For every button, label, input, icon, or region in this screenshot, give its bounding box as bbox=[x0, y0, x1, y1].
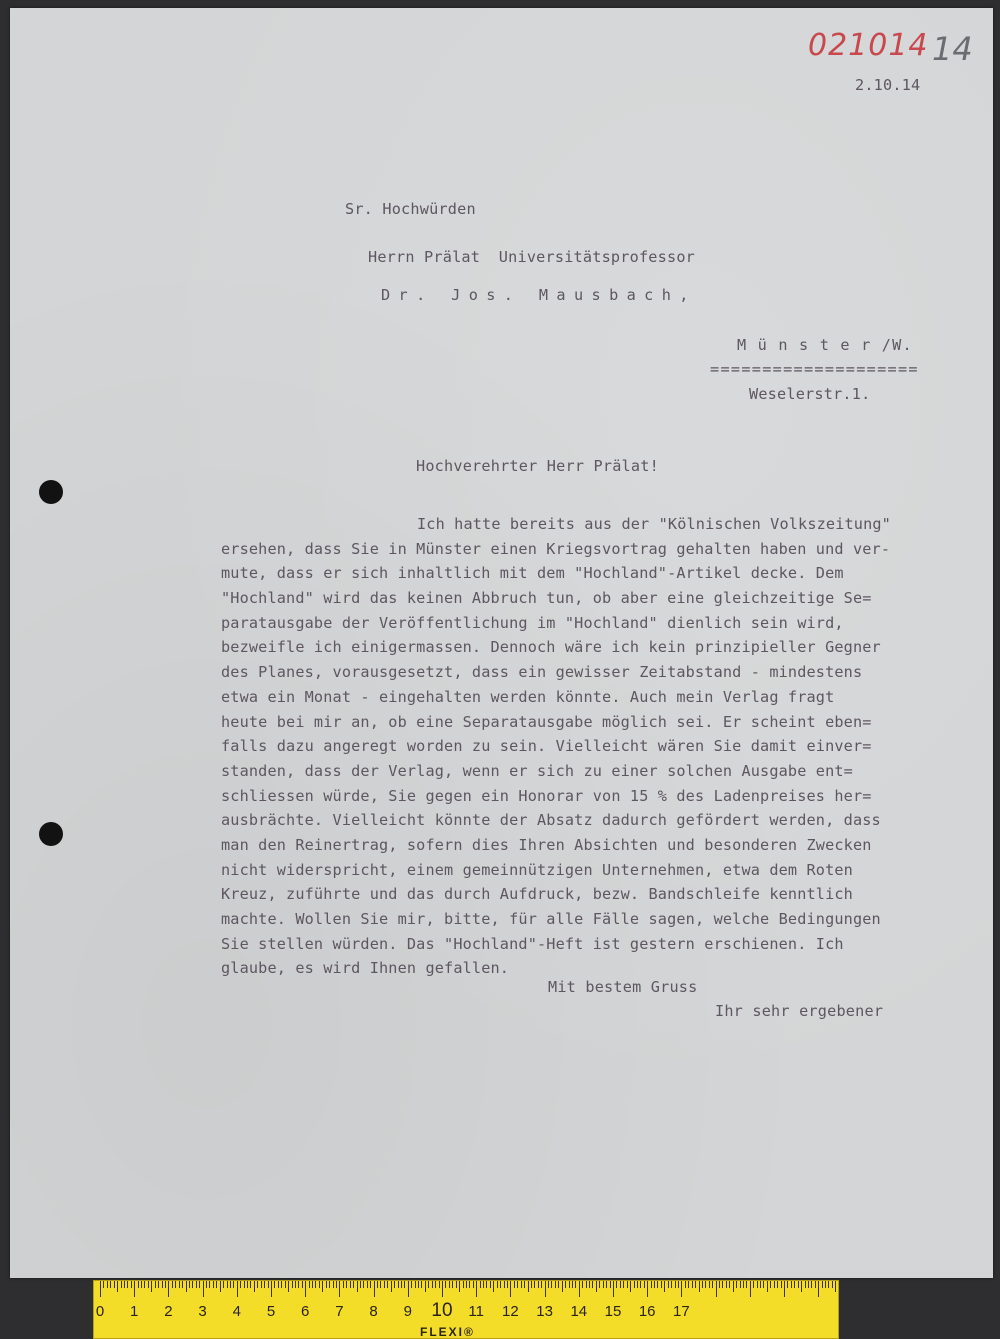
ruler-number: 13 bbox=[536, 1303, 553, 1320]
ruler-tick bbox=[165, 1281, 166, 1288]
ruler-tick bbox=[517, 1281, 518, 1288]
ruler-tick bbox=[319, 1281, 320, 1288]
body-line: Ich hatte bereits aus der "Kölnischen Volkszeitung" bbox=[417, 515, 891, 533]
ruler-tick bbox=[346, 1281, 347, 1288]
ruler-tick bbox=[151, 1281, 152, 1292]
ruler-tick bbox=[504, 1281, 505, 1288]
ruler-tick bbox=[110, 1281, 111, 1288]
address-title: Herrn Prälat Universitätsprofessor bbox=[368, 248, 696, 266]
ruler-tick bbox=[138, 1281, 139, 1288]
ruler-tick bbox=[134, 1281, 135, 1297]
letter-body bbox=[221, 512, 961, 981]
ruler-tick bbox=[305, 1281, 306, 1297]
ruler-tick bbox=[432, 1281, 433, 1288]
ruler-tick bbox=[818, 1281, 819, 1297]
ruler-tick bbox=[695, 1281, 696, 1288]
ruler-tick bbox=[189, 1281, 190, 1288]
ruler-tick bbox=[459, 1281, 460, 1292]
ruler-tick bbox=[322, 1281, 323, 1292]
ruler-tick bbox=[791, 1281, 792, 1288]
ruler-tick bbox=[206, 1281, 207, 1288]
ruler-tick bbox=[613, 1281, 614, 1297]
ruler-tick bbox=[408, 1281, 409, 1297]
ruler-tick bbox=[740, 1281, 741, 1288]
ruler-tick bbox=[572, 1281, 573, 1288]
ruler-tick bbox=[722, 1281, 723, 1288]
ruler-tick bbox=[452, 1281, 453, 1288]
body-line: mute, dass er sich inhaltlich mit dem "Hochland"-Artikel decke. Dem bbox=[221, 564, 844, 583]
ruler-number: 9 bbox=[403, 1303, 412, 1320]
ruler-tick bbox=[528, 1281, 529, 1292]
ruler-tick bbox=[155, 1281, 156, 1288]
ruler-tick bbox=[784, 1281, 785, 1297]
ruler-tick bbox=[654, 1281, 655, 1288]
ruler-tick bbox=[343, 1281, 344, 1288]
ruler-tick bbox=[473, 1281, 474, 1288]
ruler-tick bbox=[466, 1281, 467, 1288]
ruler-tick bbox=[278, 1281, 279, 1288]
ruler-tick bbox=[726, 1281, 727, 1288]
ruler-number: 17 bbox=[673, 1303, 690, 1320]
ruler-tick bbox=[623, 1281, 624, 1288]
ruler-tick bbox=[524, 1281, 525, 1288]
ruler-tick bbox=[733, 1281, 734, 1292]
body-line: man den Reinertrag, sofern dies Ihren Absichten und besonderen Zwecken bbox=[221, 835, 872, 854]
body-line: "Hochland" wird das keinen Abbruch tun, ob aber eine gleichzeitige Se= bbox=[221, 589, 872, 608]
ruler-tick bbox=[760, 1281, 761, 1288]
ruler-tick bbox=[582, 1281, 583, 1288]
ruler-tick bbox=[702, 1281, 703, 1288]
ruler-tick bbox=[469, 1281, 470, 1288]
ruler-tick bbox=[620, 1281, 621, 1288]
ruler-tick bbox=[182, 1281, 183, 1288]
body-line: paratausgabe der Veröffentlichung im "Hochland" dienlich sein wird, bbox=[221, 613, 844, 632]
ruler-number: 3 bbox=[198, 1303, 207, 1320]
punch-hole-top bbox=[39, 480, 63, 504]
ruler-tick bbox=[179, 1281, 180, 1288]
ruler-tick bbox=[254, 1281, 255, 1292]
body-line: Sie stellen würden. Das "Hochland"-Heft ist gestern erschienen. Ich bbox=[221, 934, 844, 953]
ruler-tick bbox=[811, 1281, 812, 1288]
ruler-tick bbox=[199, 1281, 200, 1288]
letter-date: 2.10.14 bbox=[855, 76, 921, 94]
ruler-tick bbox=[100, 1281, 101, 1297]
ruler-number: 11 bbox=[468, 1303, 484, 1320]
ruler-tick bbox=[103, 1281, 104, 1288]
ruler-number: 8 bbox=[369, 1303, 378, 1320]
ruler-tick bbox=[216, 1281, 217, 1288]
ruler-tick bbox=[141, 1281, 142, 1288]
ruler-tick bbox=[339, 1281, 340, 1297]
ruler-tick bbox=[651, 1281, 652, 1288]
ruler-tick bbox=[668, 1281, 669, 1288]
ruler-tick bbox=[575, 1281, 576, 1288]
ruler-tick bbox=[565, 1281, 566, 1288]
ruler-tick bbox=[230, 1281, 231, 1288]
ruler-number: 10 bbox=[431, 1300, 453, 1321]
ruler-tick bbox=[329, 1281, 330, 1288]
ruler-tick bbox=[213, 1281, 214, 1288]
address-name: Dr. Jos. Mausbach, bbox=[381, 286, 697, 304]
ruler-tick bbox=[227, 1281, 228, 1288]
body-line: bezweifle ich einigermassen. Dennoch wäre ich kein prinzipieller Gegner bbox=[221, 638, 881, 657]
address-street: Weselerstr.1. bbox=[749, 385, 871, 403]
ruler-tick bbox=[203, 1281, 204, 1297]
ruler-tick bbox=[209, 1281, 210, 1288]
ruler-tick bbox=[449, 1281, 450, 1288]
ruler-tick bbox=[757, 1281, 758, 1288]
body-line: etwa ein Monat - eingehalten werden könnte. Auch mein Verlag fragt bbox=[221, 687, 835, 706]
ruler-tick bbox=[808, 1281, 809, 1288]
ruler-tick bbox=[801, 1281, 802, 1292]
ruler-tick bbox=[442, 1281, 443, 1297]
ruler-number: 5 bbox=[266, 1303, 276, 1320]
ruler-tick bbox=[158, 1281, 159, 1288]
ruler-tick bbox=[380, 1281, 381, 1288]
ruler-tick bbox=[250, 1281, 251, 1288]
ruler-tick bbox=[172, 1281, 173, 1288]
ruler-tick bbox=[510, 1281, 511, 1297]
ruler-number: 7 bbox=[335, 1303, 344, 1320]
ruler-tick bbox=[391, 1281, 392, 1292]
ruler-tick bbox=[192, 1281, 193, 1288]
ruler-tick bbox=[247, 1281, 248, 1288]
ruler-tick bbox=[634, 1281, 635, 1288]
ruler-number: 4 bbox=[232, 1303, 241, 1320]
ruler-tick bbox=[240, 1281, 241, 1288]
ruler-tick bbox=[367, 1281, 368, 1288]
ruler-tick bbox=[579, 1281, 580, 1297]
ruler-tick bbox=[107, 1281, 108, 1288]
ruler-tick bbox=[781, 1281, 782, 1288]
body-line: heute bei mir an, ob eine Separatausgabe möglich sei. Er scheint eben= bbox=[221, 712, 872, 731]
ruler-tick bbox=[315, 1281, 316, 1288]
ruler-tick bbox=[699, 1281, 700, 1292]
body-line: schliessen würde, Sie gegen ein Honorar von 15 % des Ladenpreises her= bbox=[221, 786, 872, 805]
ruler-tick bbox=[261, 1281, 262, 1288]
ruler-tick bbox=[398, 1281, 399, 1288]
ruler-tick bbox=[360, 1281, 361, 1288]
ruler-tick bbox=[131, 1281, 132, 1288]
ruler-tick bbox=[750, 1281, 751, 1297]
ruler-tick bbox=[675, 1281, 676, 1288]
ruler-tick bbox=[736, 1281, 737, 1288]
ruler-tick bbox=[439, 1281, 440, 1288]
ruler-tick bbox=[534, 1281, 535, 1288]
ruler-tick bbox=[237, 1281, 238, 1297]
ruler-tick bbox=[610, 1281, 611, 1288]
ruler-tick bbox=[117, 1281, 118, 1292]
ruler-tick bbox=[719, 1281, 720, 1288]
ruler-tick bbox=[569, 1281, 570, 1288]
ruler-tick bbox=[637, 1281, 638, 1288]
ruler-tick bbox=[688, 1281, 689, 1288]
salutation: Hochverehrter Herr Prälat! bbox=[416, 457, 659, 475]
ruler-tick bbox=[647, 1281, 648, 1297]
ruler-tick bbox=[538, 1281, 539, 1288]
address-city: M ü n s t e r /W. bbox=[737, 336, 913, 354]
ruler-tick bbox=[589, 1281, 590, 1288]
ruler-tick bbox=[787, 1281, 788, 1288]
ruler-tick bbox=[456, 1281, 457, 1288]
ruler-tick bbox=[551, 1281, 552, 1288]
ruler-tick bbox=[692, 1281, 693, 1288]
ruler-tick bbox=[387, 1281, 388, 1288]
body-line: standen, dass der Verlag, wenn er sich zu einer solchen Ausgabe ent= bbox=[221, 761, 853, 780]
ruler-tick bbox=[357, 1281, 358, 1292]
ruler-tick bbox=[127, 1281, 128, 1288]
ruler-tick bbox=[298, 1281, 299, 1288]
ruler-tick bbox=[521, 1281, 522, 1288]
ruler-tick bbox=[428, 1281, 429, 1288]
body-line: falls dazu angeregt worden zu sein. Vielleicht wären Sie damit einver= bbox=[221, 737, 872, 756]
ruler-tick bbox=[144, 1281, 145, 1288]
ruler-tick bbox=[497, 1281, 498, 1288]
ruler-tick bbox=[288, 1281, 289, 1292]
ruler-tick bbox=[415, 1281, 416, 1288]
ruler-number: 16 bbox=[638, 1303, 656, 1320]
ruler-tick bbox=[309, 1281, 310, 1288]
ruler-tick bbox=[681, 1281, 682, 1297]
ruler-tick bbox=[384, 1281, 385, 1288]
ruler-tick bbox=[500, 1281, 501, 1288]
ruler-tick bbox=[196, 1281, 197, 1288]
ruler-tick bbox=[599, 1281, 600, 1288]
ruler-tick bbox=[394, 1281, 395, 1288]
ruler-tick bbox=[295, 1281, 296, 1288]
ruler-tick bbox=[374, 1281, 375, 1297]
ruler-tick bbox=[274, 1281, 275, 1288]
ruler-tick bbox=[483, 1281, 484, 1288]
ruler-tick bbox=[767, 1281, 768, 1292]
body-line: ausbrächte. Vielleicht könnte der Absatz dadurch gefördert werden, dass bbox=[221, 811, 881, 830]
signoff: Ihr sehr ergebener bbox=[715, 1002, 884, 1020]
ruler-tick bbox=[548, 1281, 549, 1288]
ruler-tick bbox=[627, 1281, 628, 1288]
punch-hole-bottom bbox=[39, 822, 63, 846]
ruler-tick bbox=[463, 1281, 464, 1288]
ruler-tick bbox=[175, 1281, 176, 1288]
ruler-tick bbox=[555, 1281, 556, 1288]
ruler-tick bbox=[244, 1281, 245, 1288]
ruler-tick bbox=[353, 1281, 354, 1288]
ruler-tick bbox=[828, 1281, 829, 1288]
ruler-brand: FLEXI® bbox=[420, 1325, 475, 1339]
ruler-tick bbox=[640, 1281, 641, 1288]
ruler-tick bbox=[685, 1281, 686, 1288]
ruler-tick bbox=[490, 1281, 491, 1288]
scale-ruler bbox=[93, 1280, 839, 1339]
ruler-tick bbox=[562, 1281, 563, 1292]
ruler-number: 2 bbox=[164, 1303, 173, 1320]
ruler-tick bbox=[822, 1281, 823, 1288]
ruler-tick bbox=[716, 1281, 717, 1297]
ruler-tick bbox=[664, 1281, 665, 1292]
ruler-tick bbox=[425, 1281, 426, 1292]
ruler-tick bbox=[671, 1281, 672, 1288]
ruler-number: 0 bbox=[95, 1303, 105, 1320]
ruler-tick bbox=[223, 1281, 224, 1288]
ruler-tick bbox=[678, 1281, 679, 1288]
ruler-tick bbox=[312, 1281, 313, 1288]
ruler-tick bbox=[729, 1281, 730, 1288]
ruler-tick bbox=[545, 1281, 546, 1297]
ruler-tick bbox=[220, 1281, 221, 1292]
body-line: ersehen, dass Sie in Münster einen Kriegsvortrag gehalten haben und ver- bbox=[221, 539, 891, 558]
ruler-tick bbox=[421, 1281, 422, 1288]
ruler-number: 6 bbox=[301, 1303, 310, 1320]
ruler-tick bbox=[586, 1281, 587, 1288]
ruler-tick bbox=[603, 1281, 604, 1288]
ruler-number: 14 bbox=[570, 1303, 588, 1320]
ruler-tick bbox=[606, 1281, 607, 1288]
ruler-tick bbox=[815, 1281, 816, 1288]
ruler-tick bbox=[404, 1281, 405, 1288]
ruler-tick bbox=[774, 1281, 775, 1288]
ruler-number: 15 bbox=[604, 1303, 622, 1320]
body-line: des Planes, vorausgesetzt, dass ein gewisser Zeitabstand - mindestens bbox=[221, 663, 863, 682]
ruler-tick bbox=[746, 1281, 747, 1288]
ruler-tick bbox=[264, 1281, 265, 1288]
ruler-tick bbox=[350, 1281, 351, 1288]
ruler-tick bbox=[798, 1281, 799, 1288]
ruler-tick bbox=[336, 1281, 337, 1288]
ruler-tick bbox=[435, 1281, 436, 1288]
ruler-tick bbox=[661, 1281, 662, 1288]
ruler-tick bbox=[476, 1281, 477, 1297]
body-line: nicht widerspricht, einem gemeinnützigen Unternehmen, etwa dem Roten bbox=[221, 860, 853, 879]
ruler-tick bbox=[268, 1281, 269, 1288]
ruler-tick bbox=[445, 1281, 446, 1288]
ruler-tick bbox=[121, 1281, 122, 1288]
ruler-tick bbox=[480, 1281, 481, 1288]
ruler-tick bbox=[285, 1281, 286, 1288]
ruler-tick bbox=[493, 1281, 494, 1292]
ruler-tick bbox=[596, 1281, 597, 1292]
ruler-tick bbox=[644, 1281, 645, 1288]
ruler-tick bbox=[541, 1281, 542, 1288]
folio-number: 14 bbox=[932, 30, 973, 68]
ruler-tick bbox=[770, 1281, 771, 1288]
ruler-tick bbox=[743, 1281, 744, 1288]
ruler-tick bbox=[363, 1281, 364, 1288]
ruler-tick bbox=[370, 1281, 371, 1288]
ruler-tick bbox=[281, 1281, 282, 1288]
ruler-tick bbox=[333, 1281, 334, 1288]
ruler-tick bbox=[777, 1281, 778, 1288]
ruler-tick bbox=[794, 1281, 795, 1288]
ruler-tick bbox=[558, 1281, 559, 1288]
ruler-tick bbox=[411, 1281, 412, 1288]
ruler-tick bbox=[616, 1281, 617, 1288]
ruler-tick bbox=[825, 1281, 826, 1288]
body-line: Kreuz, zuführte und das durch Aufdruck, bezw. Bandschleife kenntlich bbox=[221, 885, 853, 904]
address-underline: ==================== bbox=[710, 360, 919, 378]
ruler-tick bbox=[531, 1281, 532, 1288]
archive-number: 021014 bbox=[808, 28, 929, 63]
ruler-tick bbox=[186, 1281, 187, 1292]
ruler-tick bbox=[114, 1281, 115, 1288]
ruler-tick bbox=[835, 1281, 836, 1292]
ruler-tick bbox=[401, 1281, 402, 1288]
ruler-tick bbox=[712, 1281, 713, 1288]
ruler-tick bbox=[271, 1281, 272, 1297]
ruler-number: 12 bbox=[502, 1303, 519, 1320]
ruler-tick bbox=[162, 1281, 163, 1288]
ruler-tick bbox=[753, 1281, 754, 1288]
ruler-tick bbox=[168, 1281, 169, 1297]
ruler-tick bbox=[148, 1281, 149, 1288]
ruler-tick bbox=[805, 1281, 806, 1288]
ruler-tick bbox=[657, 1281, 658, 1288]
ruler-tick bbox=[705, 1281, 706, 1288]
ruler-tick bbox=[233, 1281, 234, 1288]
ruler-number: 1 bbox=[130, 1303, 139, 1320]
ruler-tick bbox=[630, 1281, 631, 1292]
ruler-tick bbox=[514, 1281, 515, 1288]
ruler-tick bbox=[709, 1281, 710, 1288]
ruler-tick bbox=[418, 1281, 419, 1288]
ruler-tick bbox=[832, 1281, 833, 1288]
ruler-tick bbox=[292, 1281, 293, 1288]
closing: Mit bestem Gruss bbox=[548, 978, 698, 996]
ruler-tick bbox=[377, 1281, 378, 1288]
ruler-tick bbox=[326, 1281, 327, 1288]
ruler-tick bbox=[124, 1281, 125, 1288]
body-line: glaube, es wird Ihnen gefallen. bbox=[221, 959, 510, 978]
address-honorific: Sr. Hochwürden bbox=[345, 200, 476, 218]
ruler-tick bbox=[257, 1281, 258, 1288]
ruler-tick bbox=[592, 1281, 593, 1288]
ruler-tick bbox=[486, 1281, 487, 1288]
ruler-tick bbox=[302, 1281, 303, 1288]
ruler-tick bbox=[507, 1281, 508, 1288]
ruler-tick bbox=[763, 1281, 764, 1288]
body-line: machte. Wollen Sie mir, bitte, für alle Fälle sagen, welche Bedingungen bbox=[221, 910, 881, 928]
